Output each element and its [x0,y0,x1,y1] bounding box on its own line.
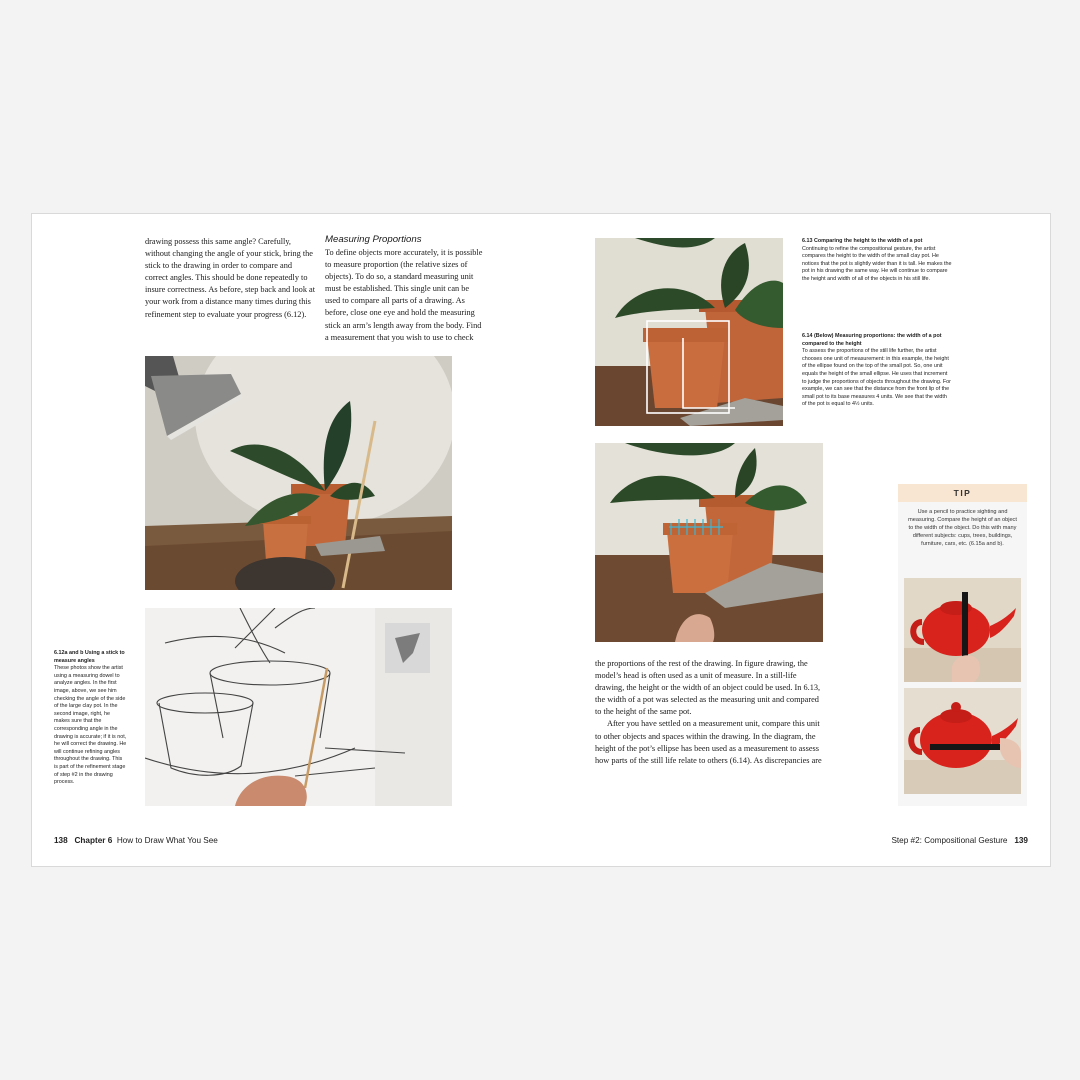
photo-613-height-width [595,238,783,426]
left-col1-body-text: drawing possess this same angle? Carefully, without changing the angle of your stick, bring the stick to the drawing in order to compare and correct angles. This should be done repeatedly to insure correctness. As before, step back and look at your work from a distance many times during this refinement step to evaluate your progress (6.12). [145,237,316,319]
caption-614 [802,333,952,409]
photo-612a-measuring-stick [145,356,452,590]
caption-612-head: 6.12a and b Using a stick to measure angles [54,650,125,664]
measuring-proportions-section [325,234,485,344]
left-folio-title: How to Draw What You See [116,836,218,845]
right-body-p2: After you have settled on a measurement unit, compare this unit to other objects and spaces within the drawing. In the diagram, the height of the pot’s ellipse has been used as a measurement to assess how parts of the still life relate to others (6.14). As discrepancies are [595,719,822,765]
photo-615b-teapot-horizontal [904,688,1021,794]
caption-613 [802,238,952,284]
right-body-p1: the proportions of the rest of the drawing. In figure drawing, the model’s head is often used as a unit of measure. In a still-life drawing, the height or the width of an object could be used. In 6.13, the width of a pot was selected as the measuring unit and compared to the height of the same pot. [595,659,821,717]
tip-text: Use a pencil to practice sighting and measuring. Compare the height of an object to the width of the object. Do this with many different subjects: cups, trees, buildings, furniture, cars, etc. (6.15a and b). [908,509,1017,547]
photo-614-measuring-units [595,443,823,642]
tip-header: TIP [898,484,1027,502]
right-main-text [595,658,823,767]
right-folio [891,836,1028,845]
section-subheading: Measuring Proportions [325,234,422,245]
caption-614-body: To assess the proportions of the still life further, the artist chooses one unit of measurement: in this example, the height of the ellipse found on the top of the small pot. So, one unit equals the height of the small ellipse. He uses that increment to judge the proportions of objects throughout the drawing. For example, we can see that the distance from the front lip of the small pot to its base measures 4 units. We see that the width of the pot is equal to 4½ units. [802,348,951,408]
caption-613-head: 6.13 Comparing the height to the width of a pot [802,238,923,244]
book-spread [31,213,1051,867]
tip-box [898,484,1027,806]
caption-614-head: 6.14 (Below) Measuring proportions: the width of a pot compared to the height [802,333,942,347]
photo-615a-teapot-vertical [904,578,1021,682]
caption-613-body: Continuing to refine the compositional gesture, the artist compares the height to the width of the small clay pot. He notices that the pot is slightly wider than it is tall. He makes the pot in his drawing the same way. He will continue to compare the height and width of all of the objects in his still life. [802,245,952,282]
right-folio-title: Step #2: Compositional Gesture [891,836,1008,845]
right-page-number: 139 [1014,836,1028,845]
photo-612b-drawing-check [145,608,452,806]
caption-612 [54,650,127,787]
caption-612-body: These photos show the artist using a measuring dowel to analyze angles. In the first image, above, we see him checking the angle of the side of the large clay pot. In the second image, right, he makes sure that the corresponding angle in the drawing is accurate; if it is not, he will correct the drawing. He will continue refining angles throughout the drawing. This is part of the refinement stage of step #2 in the drawing process. [54,665,127,786]
left-col2-body-text: To define objects more accurately, it is possible to measure proportion (the relative sizes of objects). To do so, a standard measuring unit must be established. This single unit can be used to compare all parts of a drawing. As before, close one eye and hold the measuring stick an arm’s length away from the body. Find a measurement that you wish to use to check [325,248,483,342]
left-folio [54,836,218,845]
left-folio-chapter: Chapter 6 [74,836,113,845]
left-page-number: 138 [54,836,68,845]
